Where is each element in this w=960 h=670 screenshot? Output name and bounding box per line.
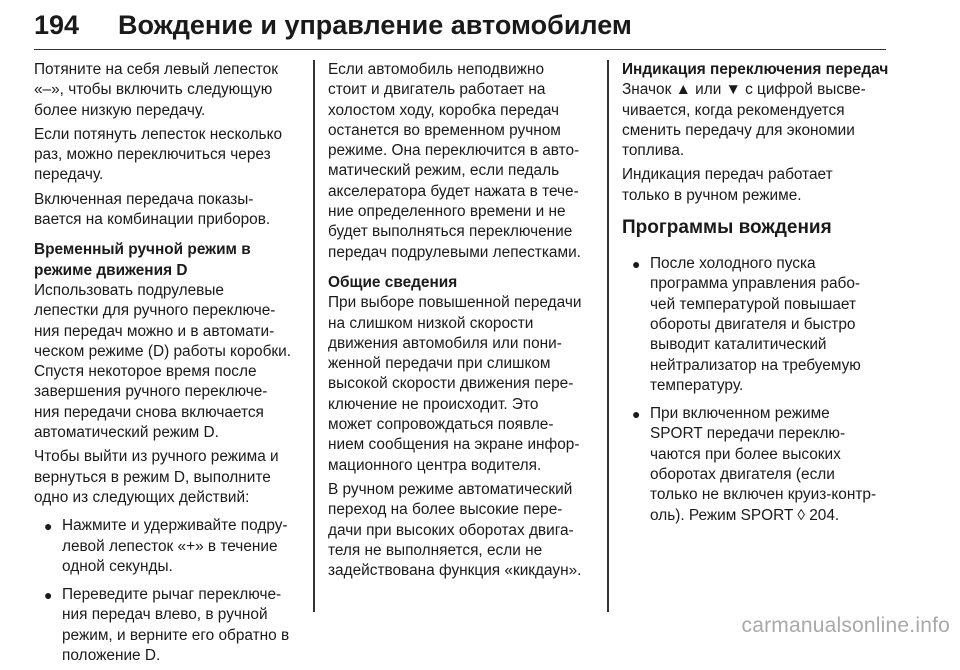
paragraph: Значок ▲ или ▼ с цифрой высве- чивается, когда рекомендуется сменить передачу для экономии топлива. [622, 81, 866, 160]
bullet-icon: ● [632, 256, 641, 273]
list-item: ● При включенном режиме SPORT передачи переклю- чаются при более высоких оборотах двигателя (если только не включен круиз-контр- оль). Режим SPORT ◊ 204. [632, 405, 877, 524]
page-header [34, 4, 886, 50]
paragraph: Чтобы выйти из ручного режима и вернуться в режим D, выполните одно из следующих действий: [34, 448, 279, 506]
list-item: ● Переведите рычаг переключе- ния передач влево, в ручной режим, и верните его обратно в положение D. [44, 586, 290, 665]
section-heading: Индикация переключения передач [622, 61, 889, 78]
paragraph: Индикация передач работает только в ручном режиме. [622, 166, 833, 204]
column-2 [328, 60, 600, 585]
list-item: ● Нажмите и удерживайте подру- левой лепесток «+» в течение одной секунды. [44, 517, 288, 575]
section-heading: Общие сведения [328, 273, 458, 291]
bullet-icon: ● [44, 518, 53, 535]
page-title: Вождение и управление автомобилем [118, 10, 632, 40]
paragraph: Включенная передача показы- вается на комбинации приборов. [34, 190, 271, 229]
paragraph: Если потянуть лепесток несколько раз, можно переключиться через передачу. [34, 125, 283, 184]
section-heading-large: Программы вождения [622, 217, 832, 239]
page-number: 194 [34, 10, 80, 40]
watermark: carmanualsonline.info [741, 614, 950, 637]
bullet-icon: ● [632, 406, 641, 423]
paragraph: Если автомобиль неподвижно стоит и двигатель работает на холостом ходу, коробка передач останется во временном ручном режиме. Она переключится в авто- матический режим, если педаль акселератора будет нажата в тече- ние определенного времени и не будет выполняться переключение передач подрулевыми лепестками. [328, 61, 581, 261]
bullet-icon: ● [44, 587, 53, 604]
section-heading: Временный ручной режим в режиме движения D [34, 241, 251, 279]
column-3 [622, 60, 890, 530]
column-divider-2 [607, 60, 609, 612]
column-divider-1 [313, 60, 315, 612]
paragraph: Потяните на себя левый лепесток «–», чтобы включить следующую более низкую передачу. [34, 61, 278, 119]
paragraph: Использовать подрулевые лепестки для ручного переключе- ния передач можно и в автомати- ческом режиме (D) работы коробки. Спустя некоторое время после завершения ручного переключе- ния передачи снова включается автоматический режим D. [34, 281, 292, 442]
list-item: ● После холодного пуска программа управления рабо- чей температурой повышает обороты двигателя и быстро выводит каталитический нейтрализатор на требуемую температуру. [632, 255, 861, 394]
column-1 [34, 60, 306, 670]
paragraph: При выборе повышенной передачи на слишком низкой скорости движения автомобиля или пони- женной передачи при слишком высокой скорости движения пере- ключение не происходит. Это может сопровождаться появле- нием сообщения на экране инфор- мационного центра водителя. [328, 294, 582, 474]
paragraph: В ручном режиме автоматический переход на более высокие пере- дачи при высоких оборотах двига- теля не выполняется, если не задействована функция «кикдаун». [328, 480, 582, 580]
